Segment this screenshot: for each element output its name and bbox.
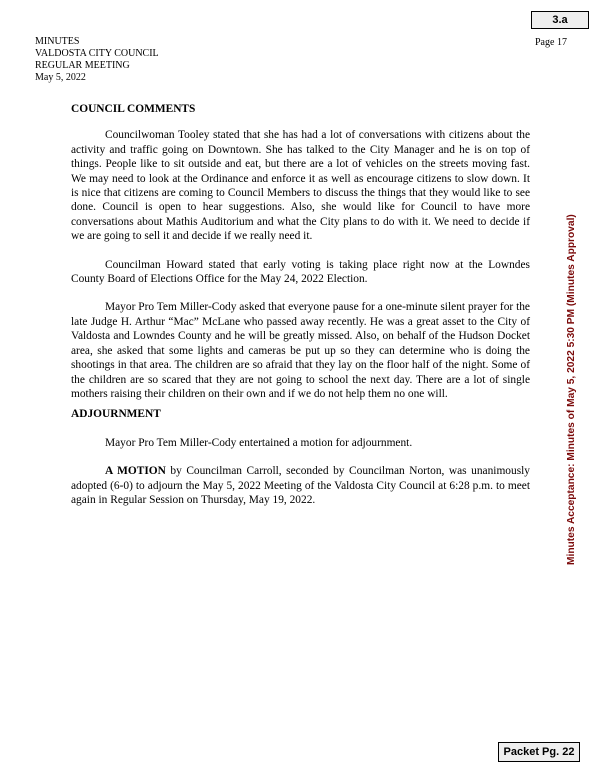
- document-header: [35, 36, 159, 84]
- section-heading-adjournment: ADJOURNMENT: [71, 408, 161, 421]
- header-line-minutes: MINUTES: [35, 36, 80, 47]
- packet-page-label: Packet Pg. 22: [498, 742, 580, 762]
- header-line-council: VALDOSTA CITY COUNCIL: [35, 48, 159, 59]
- paragraph-adjournment-motion-call: Mayor Pro Tem Miller-Cody entertained a motion for adjournment.: [105, 436, 413, 449]
- minutes-body: [71, 102, 530, 521]
- agenda-item-tag: 3.a: [531, 11, 589, 29]
- paragraph-miller-cody: Mayor Pro Tem Miller-Cody asked that everyone pause for a one-minute silent prayer for the late Judge H. Arthur “Mac” McLane who passed away recently. He was a great asset to the City of Valdosta and Lowndes County and he will be greatly missed. Also, on behalf of the Hudson Docket area, she asked that some lights and cameras be put up so they can determine who is doing the shootings in that area. The children are so afraid that they lay on the floor half of the night. Some of the children are so scared that they are not going to school the next day. There are a lot of single mothers raising their children on their own and if we do not help them no one will.: [71, 301, 530, 400]
- motion-label: A MOTION: [105, 465, 166, 478]
- minutes-acceptance-side-note: Minutes Acceptance: Minutes of May 5, 2022 5:30 PM (Minutes Approval): [566, 214, 577, 565]
- paragraph-howard: Councilman Howard stated that early voting is taking place right now at the Lowndes County Board of Elections Office for the May 24, 2022 Election.: [71, 258, 530, 286]
- paragraph-tooley: Councilwoman Tooley stated that she has had a lot of conversations with citizens about the activity and traffic going on Downtown. She has talked to the City Manager and he is on top of things. People like to sit outside and eat, but there are a lot of vehicles on the streets moving fast. We may need to look at the Ordinance and enforce it as well as encourage citizens to slow down. It is nice that citizens are coming to Council Members to discuss the things that they would like to see done. Council is open to hear suggestions. Also, she would like for Council to have more conversations about Mathis Auditorium and what the City plans to do with it. We need to decide if we are going to sell it and decide if we really need it.: [71, 129, 530, 243]
- page-number: Page 17: [535, 37, 567, 48]
- motion-text: by Councilman Carroll, seconded by Councilman Norton, was unanimously adopted (6-0) to adjourn the May 5, 2022 Meeting of the Valdosta City Council at 6:28 p.m. to meet again in Regular Session on Thursday, May 19, 2022.: [71, 465, 530, 506]
- section-heading-council-comments: COUNCIL COMMENTS: [71, 103, 196, 115]
- header-line-meeting: REGULAR MEETING: [35, 60, 130, 71]
- paragraph-adjournment-motion: [71, 464, 530, 507]
- header-line-date: May 5, 2022: [35, 72, 86, 83]
